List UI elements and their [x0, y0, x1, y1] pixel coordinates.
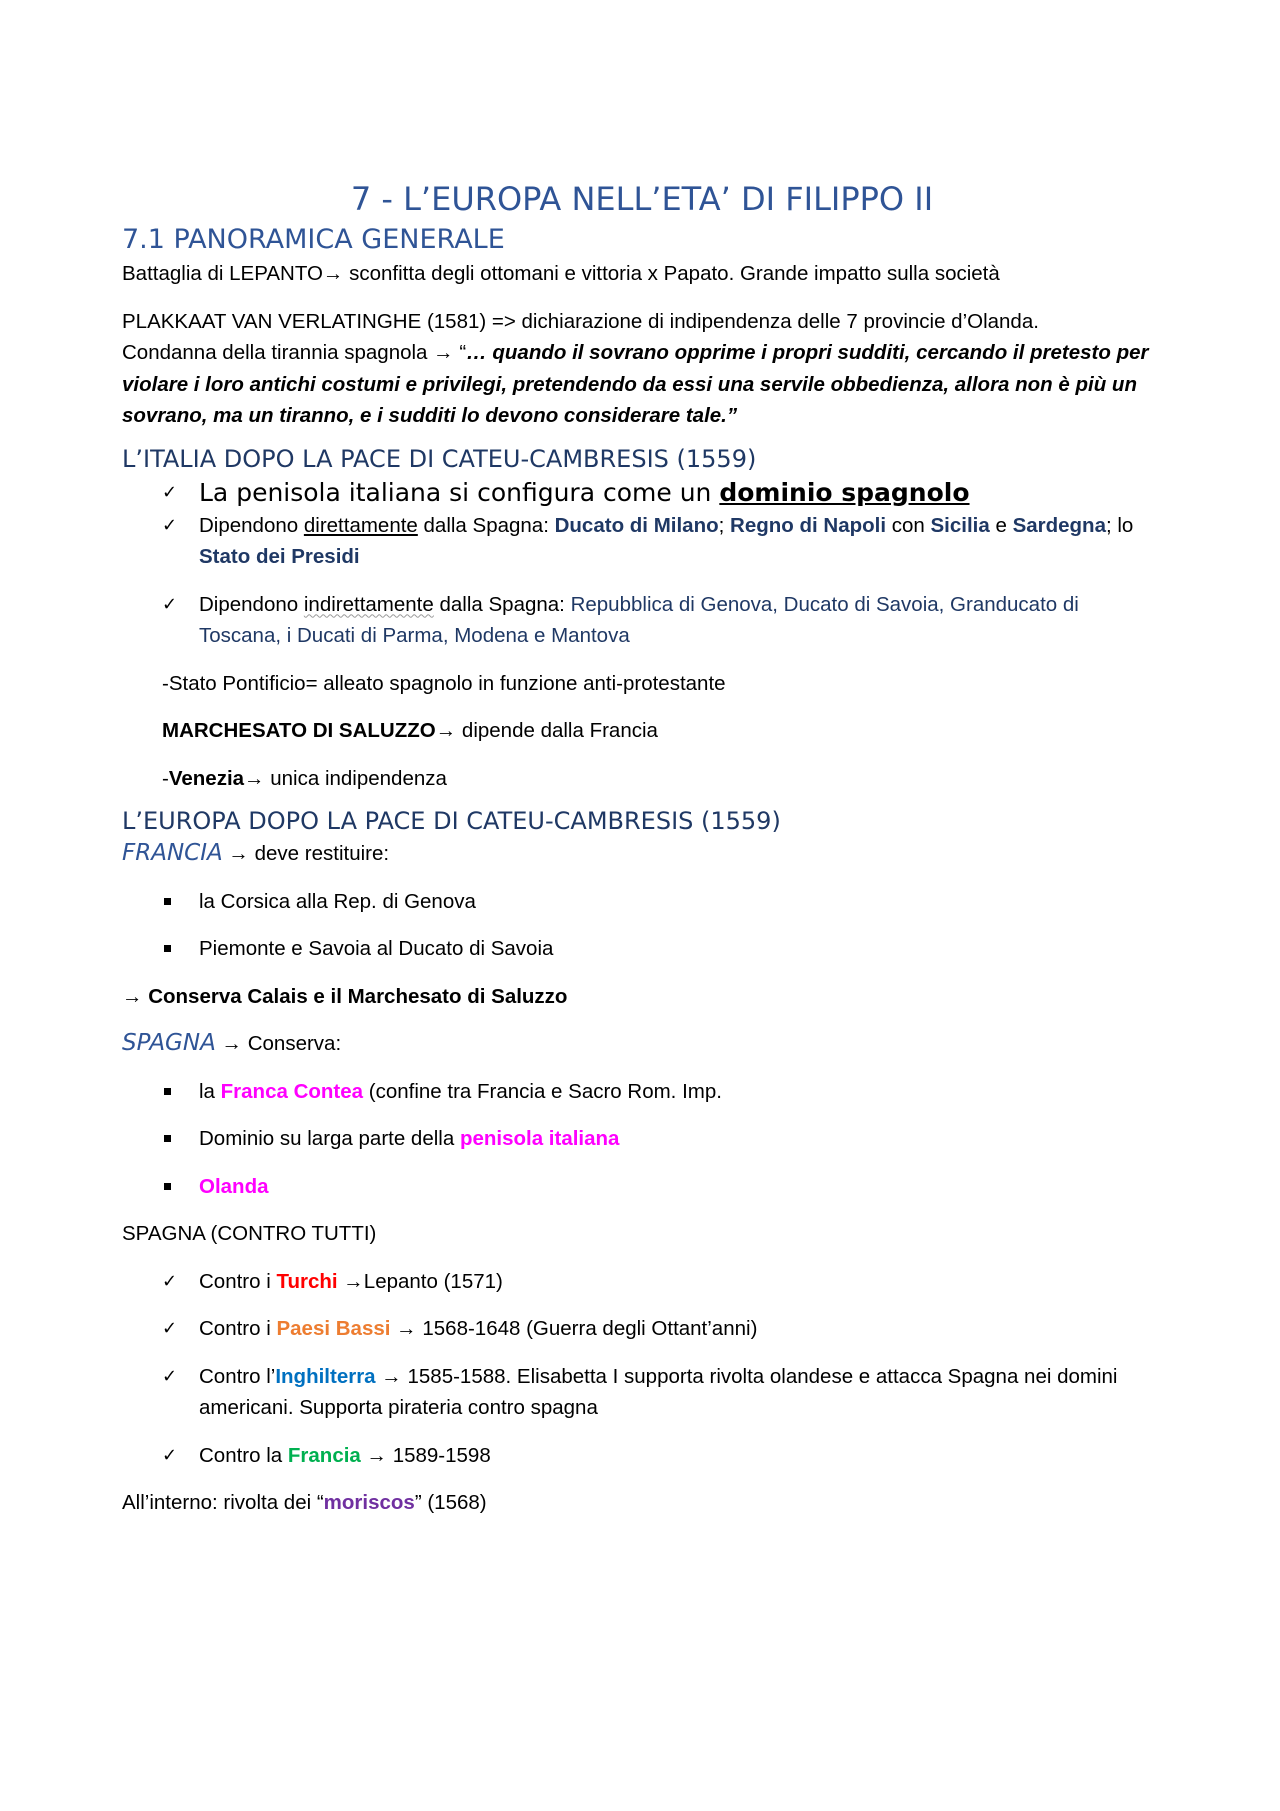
- item-highlight: Franca Contea: [220, 1079, 364, 1103]
- quote-text: … quando il sovrano opprime i propri sudditi, cercando il pretesto per violare i loro antichi costumi e privilegi, pretendendo da essi una servile obbedienza, allora non è più un sovrano, ma un tiranno, e i sudditi lo devono considerare tale.”: [122, 341, 1149, 427]
- list-item: [122, 886, 1162, 918]
- item-text: con: [886, 513, 931, 537]
- document-content: [122, 176, 1162, 1519]
- italia-list: [122, 476, 1162, 652]
- item-highlight: Inghilterra: [275, 1364, 376, 1388]
- item-highlight: Francia: [287, 1443, 361, 1467]
- square-bullet-icon: [164, 1183, 171, 1190]
- square-bullet-icon: [164, 945, 171, 952]
- plakkaat-text: PLAKKAAT VAN VERLATINGHE (1581) => dichiarazione di indipendenza delle 7 provincie d’Olanda.: [122, 309, 1039, 333]
- item-text: → 1589-1598: [360, 1443, 491, 1467]
- item-text: Contro i: [199, 1317, 277, 1340]
- list-item: [122, 1076, 1162, 1108]
- saluzzo-bold: MARCHESATO DI SALUZZO: [162, 719, 436, 742]
- venezia-paragraph: [122, 763, 1162, 795]
- checkmark-icon: ✓: [162, 481, 178, 503]
- item-text: ;: [718, 513, 731, 537]
- item-text: Contro la: [199, 1443, 288, 1467]
- list-item: [122, 476, 1162, 510]
- checkmark-icon: ✓: [162, 1365, 178, 1387]
- item-text: Dominio su larga parte della: [199, 1127, 460, 1150]
- item-highlight: Ducato di Milano: [554, 513, 719, 537]
- pontificio-paragraph: -Stato Pontificio= alleato spagnolo in funzione anti-protestante: [162, 671, 726, 695]
- square-bullet-icon: [164, 1088, 171, 1095]
- spagna-rest: → Conserva:: [215, 1032, 342, 1055]
- interno-paragraph: [122, 1487, 1162, 1519]
- item-highlight: Stato dei Presidi: [199, 545, 360, 568]
- item-highlight: Paesi Bassi: [276, 1317, 391, 1340]
- saluzzo-text: → dipende dalla Francia: [435, 719, 658, 742]
- item-highlight: Sardegna: [1012, 513, 1106, 537]
- item-highlight: penisola italiana: [459, 1127, 620, 1150]
- francia-rest: → deve restituire:: [222, 842, 390, 865]
- item-text: e: [989, 513, 1013, 537]
- interno-text: All’interno: rivolta dei “: [122, 1491, 324, 1514]
- saluzzo-paragraph: [122, 715, 1162, 747]
- checkmark-icon: ✓: [162, 1444, 178, 1466]
- page-title: 7 - L’EUROPA NELL’ETA’ DI FILIPPO II: [350, 180, 934, 218]
- condanna-lead: Condanna della tirannia spagnola → “: [122, 341, 467, 364]
- contro-tutti-paragraph: SPAGNA (CONTRO TUTTI): [122, 1222, 377, 1245]
- item-highlight: Repubblica di Genova, Ducato di Savoia, Granducato di Toscana, i Ducati di Parma, Modena e Mantova: [199, 592, 1079, 647]
- list-item: [122, 933, 1162, 965]
- square-bullet-icon: [164, 1135, 171, 1142]
- francia-list: [122, 886, 1162, 965]
- section-heading-italia: L’ITALIA DOPO LA PACE DI CATEU-CAMBRESIS (1559): [122, 444, 757, 473]
- item-text: la: [199, 1079, 221, 1103]
- item-bold: dominio spagnolo: [719, 477, 970, 507]
- item-underlined: direttamente: [303, 513, 418, 537]
- item-text: dalla Spagna:: [417, 513, 555, 537]
- list-item: [122, 510, 1162, 573]
- checkmark-icon: ✓: [162, 1318, 178, 1339]
- plakkaat-paragraph: [122, 306, 1162, 432]
- item-highlight: Turchi: [276, 1269, 338, 1293]
- item-text: ; lo: [1105, 513, 1134, 537]
- item-spellcheck-underlined: indirettamente: [303, 592, 434, 616]
- spagna-list: [122, 1076, 1162, 1203]
- list-item: [122, 1171, 1162, 1203]
- square-bullet-icon: [164, 898, 171, 905]
- spagna-line: [122, 1028, 1162, 1060]
- lepanto-paragraph: Battaglia di LEPANTO→ sconfitta degli ottomani e vittoria x Papato. Grande impatto sulla società: [122, 262, 1000, 285]
- list-item: [122, 1313, 1162, 1345]
- list-item: [122, 1361, 1162, 1424]
- checkmark-icon: ✓: [162, 1270, 178, 1292]
- francia-label: FRANCIA: [122, 840, 223, 866]
- list-item: [122, 589, 1162, 652]
- item-highlight: Olanda: [199, 1174, 269, 1198]
- interno-highlight: moriscos: [323, 1491, 415, 1514]
- venezia-dash: -: [162, 766, 169, 790]
- conserva-francia-paragraph: → Conserva Calais e il Marchesato di Saluzzo: [122, 984, 568, 1008]
- item-text: Contro l’: [199, 1364, 276, 1388]
- item-highlight: Sicilia: [930, 513, 990, 537]
- item-text: Dipendono: [199, 513, 304, 537]
- section-heading-panoramica: 7.1 PANORAMICA GENERALE: [122, 224, 505, 255]
- item-highlight: Regno di Napoli: [730, 513, 887, 537]
- item-text: Piemonte e Savoia al Ducato di Savoia: [199, 937, 554, 960]
- item-text: → 1585-1588. Elisabetta I supporta rivolta olandese e attacca Spagna nei domini americani. Supporta pirateria contro spagna: [199, 1364, 1118, 1419]
- item-text: La penisola italiana si configura come un: [199, 477, 720, 507]
- item-text: →Lepanto (1571): [337, 1269, 503, 1293]
- interno-text: ” (1568): [414, 1491, 487, 1514]
- venezia-text: → unica indipendenza: [244, 766, 447, 790]
- item-text: Contro i: [199, 1269, 277, 1293]
- list-item: [122, 1440, 1162, 1472]
- item-text: la Corsica alla Rep. di Genova: [199, 889, 476, 913]
- item-text: Dipendono: [199, 592, 304, 616]
- item-text: (confine tra Francia e Sacro Rom. Imp.: [363, 1079, 722, 1103]
- list-item: [122, 1123, 1162, 1155]
- venezia-bold: Venezia: [168, 766, 245, 790]
- list-item: [122, 1266, 1162, 1298]
- contro-list: [122, 1266, 1162, 1472]
- spagna-label: SPAGNA: [122, 1030, 216, 1056]
- checkmark-icon: ✓: [162, 593, 178, 615]
- checkmark-icon: ✓: [162, 514, 178, 536]
- item-text: → 1568-1648 (Guerra degli Ottant’anni): [390, 1317, 758, 1340]
- item-text: dalla Spagna:: [433, 592, 571, 616]
- francia-line: [122, 838, 1162, 870]
- section-heading-europa: L’EUROPA DOPO LA PACE DI CATEU-CAMBRESIS (1559): [122, 807, 781, 835]
